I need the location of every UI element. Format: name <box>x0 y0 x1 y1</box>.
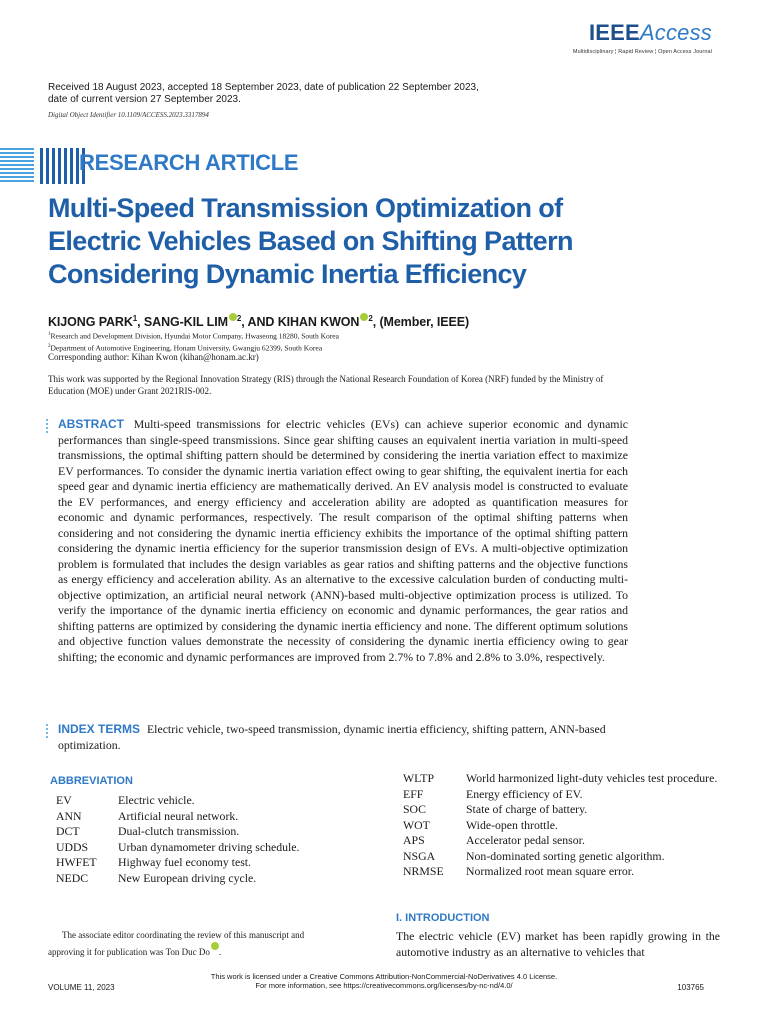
abbreviation-row: NSGA Non-dominated sorting genetic algorithm. <box>403 848 665 863</box>
index-dots-decoration <box>46 724 50 740</box>
author-name: AND KIHAN KWON <box>247 315 360 329</box>
abstract-dots-decoration <box>46 419 50 435</box>
abbreviation-row: UDDS Urban dynamometer driving schedule. <box>56 839 300 854</box>
license-notice: This work is licensed under a Creative Commons Attribution-NonCommercial-NoDerivatives 4.0 License. For more information, see https://creativecommons.org/licenses/by-nc-nd/4.0/ <box>0 972 768 990</box>
abbreviation-row: ANN Artificial neural network. <box>56 808 239 823</box>
abstract <box>58 417 628 665</box>
author-membership: (Member, IEEE) <box>379 315 470 329</box>
abstract-text: Multi-speed transmissions for electric vehicles (EVs) can achieve superior economic and dynamic performances than single-speed transmissions. Since gear shifting causes an equivalent inertia variation in multi-speed transmissions, the optimal shifting pattern should be determined by considering the inertia variation effect to maximize EV performances. To consider the dynamic inertia variation effect owing to gear shifting, the equivalent inertia for each speed gear and dynamic inertia efficiency are mathematically derived. An EV analysis model is constructed to evaluate the EV performances, and energy efficiency and acceleration ability are adopted as quantification measures for economic and dynamic performances, respectively. The result comparison of the optimal shifting patterns when considering and not considering the dynamic inertia efficiency exhibits the importance of the optimal shifting pattern considering the dynamic inertia efficiency for the superior transmission design of EVs. A multi-objective optimization problem is formulated that includes the design variables as gear ratios and shifting patterns and the objective functions as energy efficiency and acceleration ability. As an alternative to the excessive calculation burden of conducting multi-objective optimization, an artificial neural network (ANN)-based multi-objective optimization process is utilized. To verify the importance of the dynamic inertia efficiency on economic and dynamic performances, the gear ratios and shifting patterns are optimized by considering the dynamic inertia efficiency and none. The different optimum solutions and objective function values demonstrate the necessity of considering the dynamic inertia efficiency owing to gear shifting; the economic and dynamic performances are improved from 2.7% to 7.8% and 2.8% to 3.0%, respectively. <box>58 417 628 664</box>
doi-line: Digital Object Identifier 10.1109/ACCESS.2023.3317894 <box>48 111 209 119</box>
index-terms-text: Electric vehicle, two-speed transmission, dynamic inertia efficiency, shifting pattern, ANN-based optimization. <box>58 722 606 752</box>
author-name: SANG-KIL LIM <box>143 315 228 329</box>
abbreviation-row: EV Electric vehicle. <box>56 793 195 807</box>
author-list: KIJONG PARK$^1$, SANG-KIL LIM $^2$, AND KIHAN KWON $^2$, (Member, IEEE) <box>48 313 470 329</box>
funding-statement: This work was supported by the Regional Innovation Strategy (RIS) through the National Research Foundation of Korea (NRF) funded by the Ministry of Education (MOE) under Grant 2021RIS-002. <box>48 374 604 396</box>
received-dates: Received 18 August 2023, accepted 18 September 2023, date of publication 22 September 2023, date of current version 27 September 2023. <box>48 82 479 105</box>
journal-brand <box>573 22 712 55</box>
abbreviation-row: HWFET Highway fuel economy test. <box>56 855 252 869</box>
paper-title: Multi-Speed Transmission Optimization of Electric Vehicles Based on Shifting Pattern Considering Dynamic Inertia Efficiency <box>48 193 573 289</box>
abstract-heading: ABSTRACT <box>58 417 124 431</box>
abbreviation-row: EFF Energy efficiency of EV. <box>403 786 583 801</box>
license-link[interactable]: For more information, see https://creativecommons.org/licenses/by-nc-nd/4.0/ <box>255 981 513 990</box>
abbreviation-row: DCT Dual-clutch transmission. <box>56 824 240 838</box>
journal-tagline: Multidisciplinary ¦ Rapid Review ¦ Open Access Journal <box>572 49 712 55</box>
index-terms <box>58 722 628 753</box>
abbreviation-heading: ABBREVIATION <box>50 775 133 787</box>
abbreviation-row: APS Accelerator pedal sensor. <box>403 833 585 847</box>
index-terms-heading: INDEX TERMS <box>58 722 141 736</box>
author-name: KIJONG PARK <box>48 315 133 329</box>
banner-stripes-decoration <box>0 148 34 184</box>
abbreviation-row: NRMSE Normalized root mean square error. <box>403 864 635 878</box>
abbreviation-table-right <box>403 771 736 880</box>
abbreviation-row: WLTP World harmonized light-duty vehicles test procedure. <box>403 771 718 785</box>
corresponding-author: Corresponding author: Kihan Kwon (kihan@honam.ac.kr) <box>48 352 259 362</box>
affiliations: $^1$Research and Development Division, Hyundai Motor Company, Hwaseong 18280, South Korea $^2$Department of Automotive Engineering, Honam University, Gwangju 62399, South Korea <box>48 331 339 352</box>
abbreviation-row: NEDC New European driving cycle. <box>56 870 257 885</box>
introduction-text: The electric vehicle (EV) market has been rapidly growing in the automotive industry as an alternative to vehicles that <box>396 929 720 959</box>
editor-footnote: The associate editor coordinating the review of this manuscript and approving it for publication was Ton Duc Do . <box>48 930 305 957</box>
orcid-icon[interactable] <box>211 942 219 950</box>
orcid-icon[interactable] <box>229 313 237 321</box>
page-number: 103765 <box>677 983 704 992</box>
journal-logo: IEEEAccess <box>588 20 712 45</box>
abbreviation-row: WOT Wide-open throttle. <box>403 817 558 832</box>
introduction-heading: I. INTRODUCTION <box>396 912 490 924</box>
article-type-label: RESEARCH ARTICLE <box>79 150 299 175</box>
abbreviation-row: SOC State of charge of battery. <box>403 802 588 816</box>
volume-label: VOLUME 11, 2023 <box>48 983 115 992</box>
abbreviation-table-left <box>56 793 300 886</box>
